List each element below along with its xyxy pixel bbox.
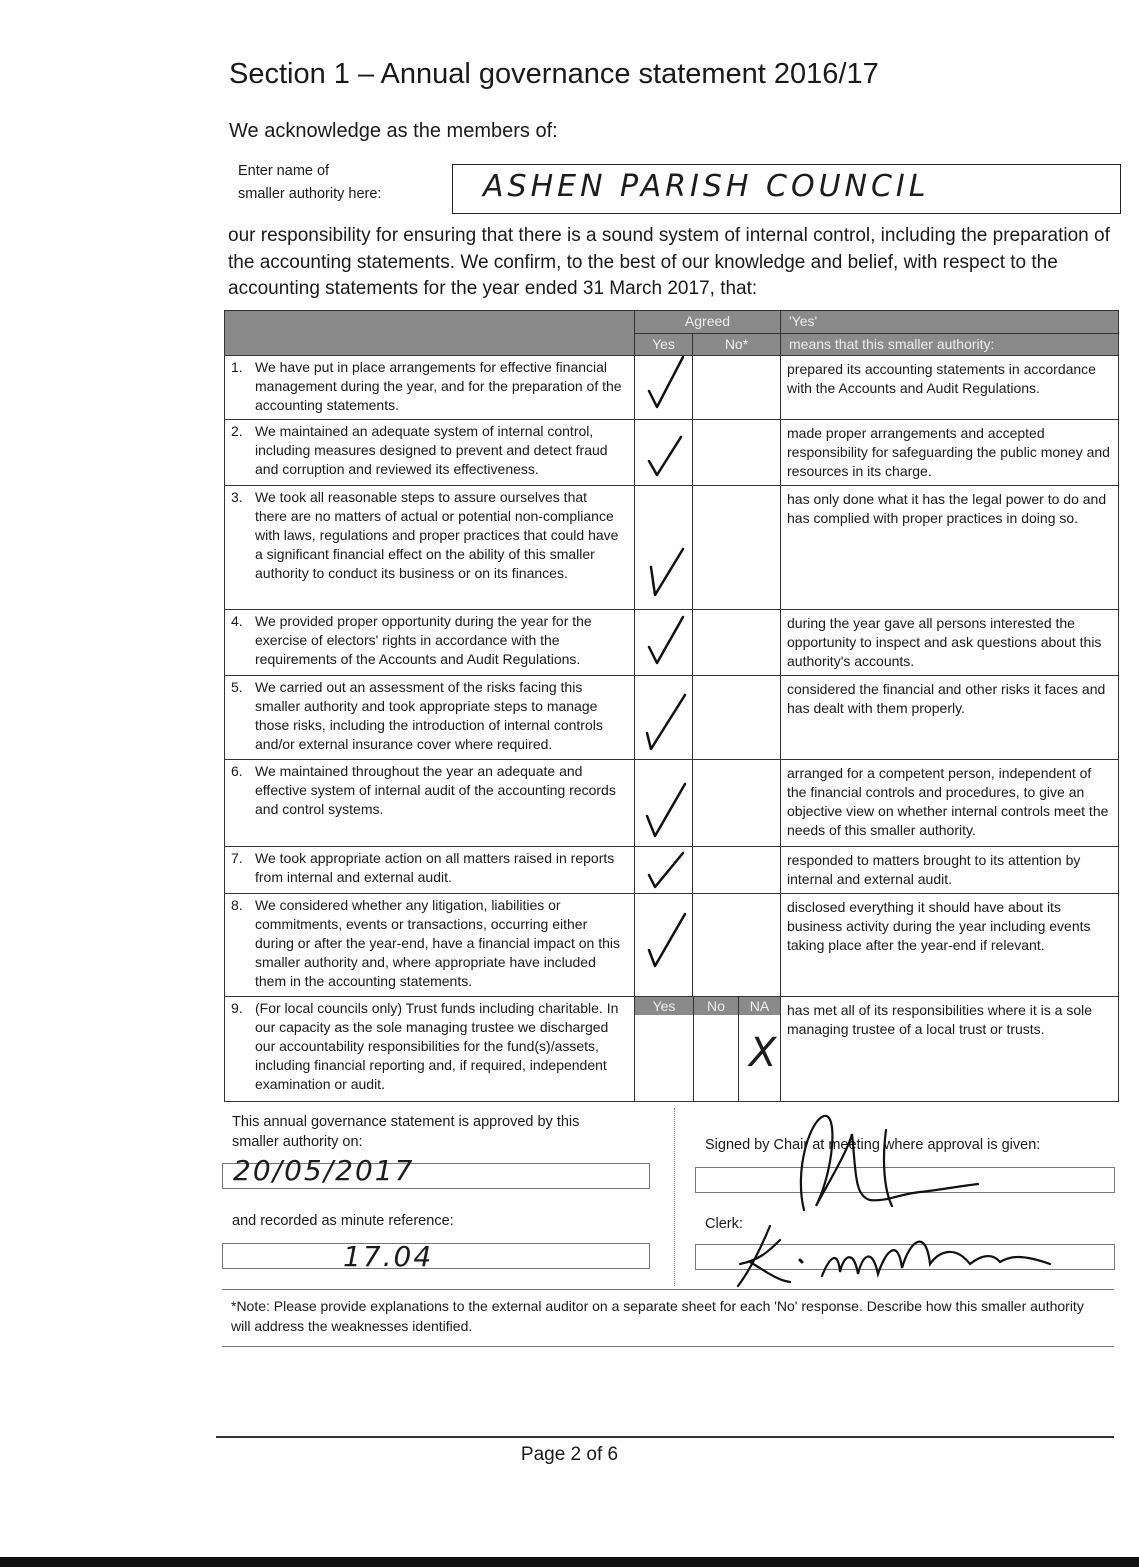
authority-name-field[interactable] [452, 164, 1121, 214]
means-header-text: means that this smaller authority: [781, 334, 1119, 356]
governance-table [224, 310, 1119, 1102]
page-number: Page 2 of 6 [520, 1444, 619, 1465]
table-row: 5. We carried out an assessment of the risks facing this smaller authority and took appropriate steps to manage those risks, including the introduction of internal controls and/or external insurance cover where required. considered the financial and other risks it faces and has dealt with them properly. [225, 676, 1119, 760]
yes-checkbox[interactable] [635, 486, 693, 610]
note-divider-top [222, 1289, 1114, 1290]
no-checkbox[interactable] [693, 760, 781, 847]
trust-yes-cell[interactable] [635, 997, 694, 1101]
page-title: Section 1 – Annual governance statement 2016/17 [229, 58, 879, 90]
no-checkbox[interactable] [693, 420, 781, 486]
approval-date-value: 20/05/2017 [233, 1154, 415, 1187]
yes-column-header: Yes [635, 334, 693, 356]
table-row-trust: 9. (For local councils only) Trust funds including charitable. In our capacity as the sole managing trustee we discharged our accountability responsibilities for the fund(s)/assets, including financial reporting and, if required, independent examination or audit. Yes No NA X has met all of its responsibilities where it is a sole managing trustee of a local trust or trusts. [225, 997, 1119, 1102]
tick-mark-icon [643, 851, 687, 891]
no-checkbox[interactable] [693, 356, 781, 420]
table-row: 2. We maintained an adequate system of internal control, including measures designed to prevent and detect fraud and corruption and reviewed its effectiveness. made proper arrangements and accepted responsibility for safeguarding the public money and resources in its charge. [225, 420, 1119, 486]
minute-reference-label: and recorded as minute reference: [232, 1213, 454, 1229]
yes-checkbox[interactable] [635, 420, 693, 486]
agreed-header: Agreed [635, 311, 781, 334]
table-row: 3. We took all reasonable steps to assure ourselves that there are no matters of actual or potential non-compliance with laws, regulations and proper practices that could have a significant financial effect on the ability of this smaller authority to conduct its business or on its finances. has only done what it has the legal power to do and has complied with proper practices in doing so. [225, 486, 1119, 610]
authority-name-value: ASHEN PARISH COUNCIL [483, 169, 930, 204]
minute-reference-value: 17.04 [343, 1240, 434, 1273]
intro-paragraph: our responsibility for ensuring that there is a sound system of internal control, including the preparation of the accounting statements. We confirm, to the best of our knowledge and belief, with respect to the accounting statements for the year ended 31 March 2017, that: [228, 225, 1110, 299]
section-divider [674, 1108, 676, 1286]
cross-mark-icon: X [749, 1030, 777, 1076]
minute-reference-field[interactable] [222, 1240, 650, 1273]
yes-checkbox[interactable] [635, 847, 693, 894]
tick-mark-icon [643, 543, 687, 603]
chair-signature-label: Signed by Chair at meeting where approval is given: [705, 1137, 1041, 1153]
no-column-header: No* [693, 334, 781, 356]
means-header-yes: 'Yes' [781, 311, 1119, 334]
tick-mark-icon [643, 780, 687, 840]
no-checkbox[interactable] [693, 610, 781, 676]
clerk-signature-label: Clerk: [705, 1216, 743, 1232]
acknowledge-text: We acknowledge as the members of: [229, 120, 558, 142]
chair-signature [790, 1110, 980, 1220]
table-row: 7. We took appropriate action on all matters raised in reports from internal and external audit. responded to matters brought to its attention by internal and external audit. [225, 847, 1119, 894]
clerk-signature [730, 1220, 1060, 1290]
tick-mark-icon [643, 419, 687, 479]
tick-mark-icon [643, 693, 687, 753]
scan-edge [0, 1557, 1139, 1567]
yes-checkbox[interactable] [635, 676, 693, 760]
no-checkbox[interactable] [693, 676, 781, 760]
table-row: 1. We have put in place arrangements for effective financial management during the year, and for the preparation of the accounting statements. prepared its accounting statements in accordance with the Accounts and Audit Regulations. [225, 356, 1119, 420]
table-row: 8. We considered whether any litigation, liabilities or commitments, events or transactions, occurring either during or after the year-end, have a financial impact on this smaller authority and, where appropriate have included them in the accounting statements. disclosed everything it should have about its business activity during the year including events taking place after the year-end if relevant. [225, 894, 1119, 997]
no-checkbox[interactable] [693, 486, 781, 610]
note-divider-bottom [222, 1346, 1114, 1347]
no-checkbox[interactable] [693, 894, 781, 997]
yes-checkbox[interactable] [635, 610, 693, 676]
table-row: 6. We maintained throughout the year an adequate and effective system of internal audit of the accounting records and control systems. arranged for a competent person, independent of the financial controls and procedures, to give an objective view on whether internal controls meet the needs of this smaller authority. [225, 760, 1119, 847]
tick-mark-icon [643, 910, 687, 970]
trust-yes-label: Yes [635, 997, 693, 1015]
yes-checkbox[interactable] [635, 356, 693, 420]
tick-mark-icon [643, 609, 687, 669]
yes-checkbox[interactable] [635, 894, 693, 997]
footer-rule [216, 1436, 1114, 1438]
yes-checkbox[interactable] [635, 760, 693, 847]
no-checkbox[interactable] [693, 847, 781, 894]
approval-text: This annual governance statement is approved by this smaller authority on: [232, 1114, 580, 1150]
tick-mark-icon [643, 353, 687, 413]
trust-na-label: NA [739, 997, 780, 1015]
approval-date-field[interactable] [222, 1154, 650, 1189]
table-row: 4. We provided proper opportunity during the year for the exercise of electors' rights in accordance with the requirements of the Accounts and Audit Regulations. during the year gave all persons interested the opportunity to inspect and ask questions about this authority's accounts. [225, 610, 1119, 676]
trust-na-cell[interactable] [739, 997, 780, 1101]
authority-name-label: Enter name of smaller authority here: [238, 163, 382, 202]
trust-no-cell[interactable] [694, 997, 739, 1101]
footnote: *Note: Please provide explanations to the external auditor on a separate sheet for each 'No' response. Describe how this smaller authority will address the weaknesses identified. [231, 1298, 1084, 1334]
trust-no-label: No [694, 997, 738, 1015]
table-header-blank [225, 311, 635, 356]
